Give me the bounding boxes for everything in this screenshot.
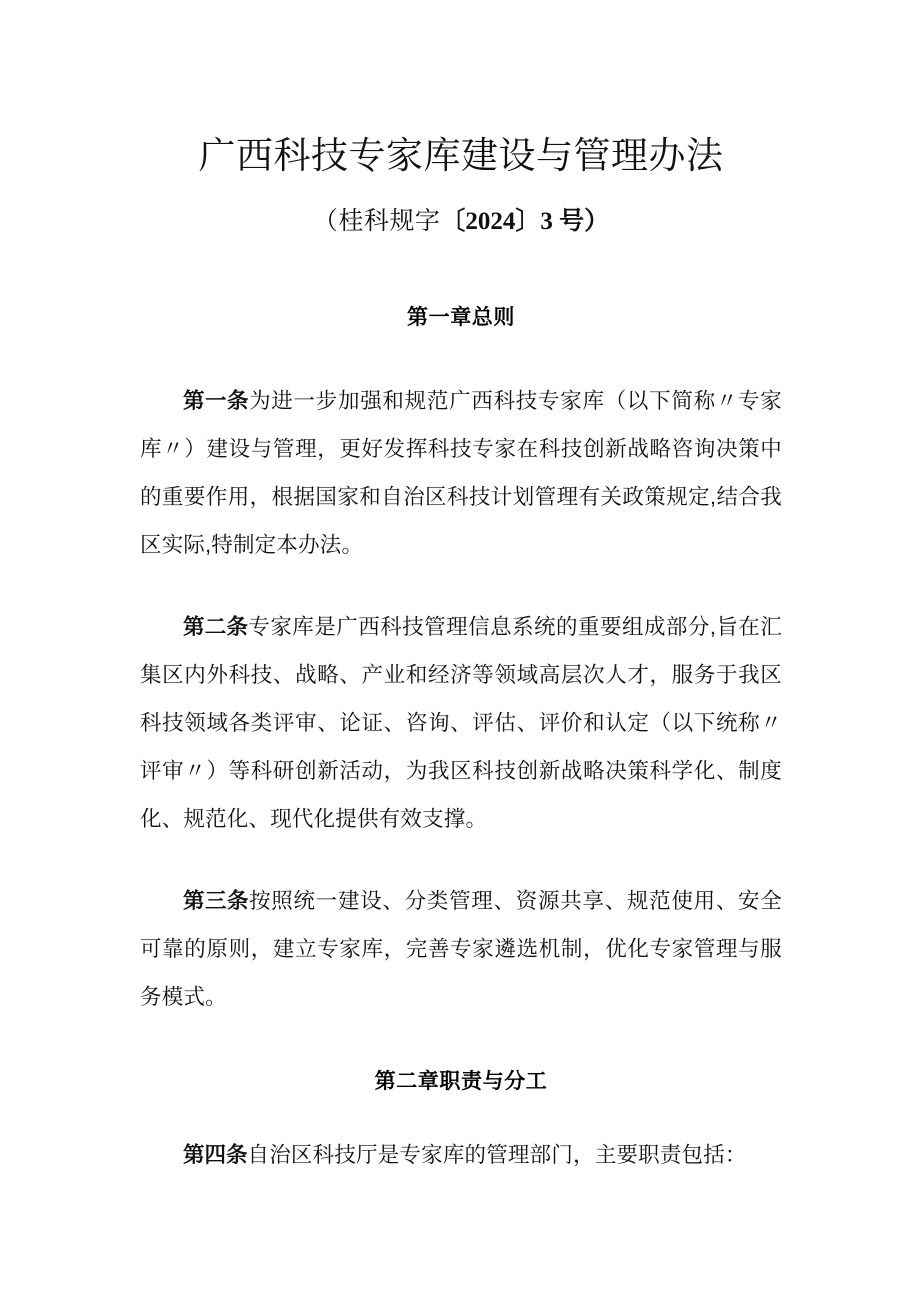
article-2-label: 第二条	[183, 614, 249, 639]
document-reference-number	[140, 179, 782, 239]
article-3-label: 第三条	[183, 888, 250, 913]
article-4-label: 第四条	[183, 1142, 248, 1167]
doc-ref-prefix: （桂科规字	[312, 207, 441, 236]
article-1	[140, 331, 782, 569]
article-3	[140, 843, 782, 1021]
article-4-text: 自治区科技厅是专家库的管理部门，主要职责包括：	[247, 1142, 747, 1167]
chapter-heading-1: 第一章总则	[407, 305, 515, 329]
doc-ref-suffix: 3 号）	[540, 208, 610, 236]
article-2	[140, 569, 782, 843]
doc-ref-year: 〔2024〕	[440, 208, 541, 236]
article-3-text: 按照统一建设、分类管理、资源共享、规范使用、安全可靠的原则，建立专家库，完善专家遴选机制，优化专家管理与服务模式。	[140, 888, 782, 1009]
article-4	[140, 1095, 782, 1179]
chapter-heading-2: 第二章职责与分工	[374, 1069, 548, 1093]
article-2-text: 专家库是广西科技管理信息系统的重要组成部分,旨在汇集区内外科技、战略、产业和经济等领域高层次人才，服务于我区科技领域各类评审、论证、咨询、评估、评价和认定（以下统称〃评审〃）等科研创新活动，为我区科技创新战略决策科学化、制度化、规范化、现代化提供有效支撑。	[140, 614, 782, 831]
article-1-label: 第一条	[183, 388, 250, 413]
article-1-text: 为进一步加强和规范广西科技专家库（以下简称〃专家库〃）建设与管理，更好发挥科技专家在科技创新战略咨询决策中的重要作用，根据国家和自治区科技计划管理有关政策规定,结合我区实际,特制定本办法。	[140, 388, 782, 557]
page-title: 广西科技专家库建设与管理办法	[198, 135, 724, 176]
